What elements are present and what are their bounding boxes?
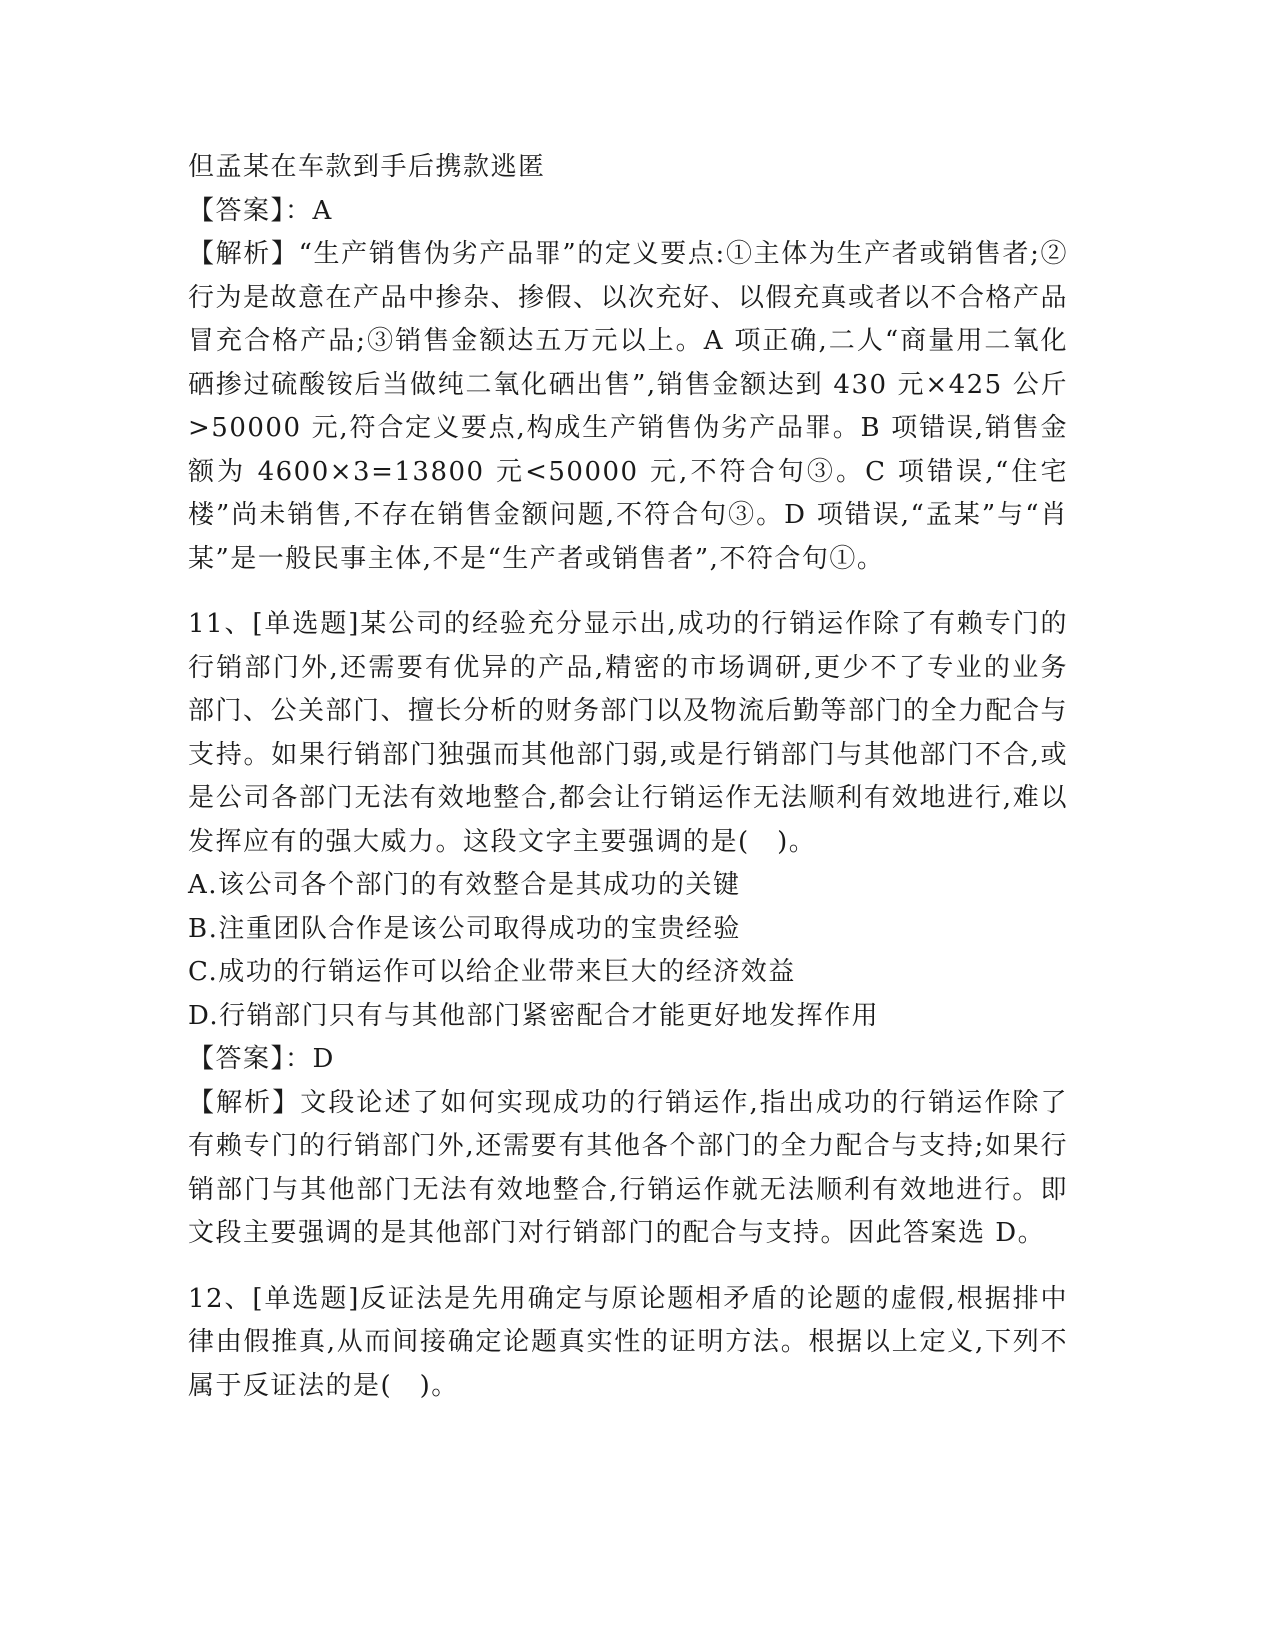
q11-analysis: 【解析】文段论述了如何实现成功的行销运作,指出成功的行销运作除了有赖专门的行销部门外,还需要有其他各个部门的全力配合与支持;如果行销部门与其他部门无法有效地整合,行销运作就无法顺利有效地进行。即文段主要强调的是其他部门对行销部门的配合与支持。因此答案选 D。	[188, 1087, 1068, 1248]
section-gap	[188, 1256, 1068, 1278]
prev-question-tail: 但孟某在车款到手后携款逃匿	[188, 152, 546, 182]
prev-answer: 【答案】：A	[188, 195, 333, 226]
q11-stem: 11、[单选题]某公司的经验充分显示出,成功的行销运作除了有赖专门的行销部门外,还需要有优异的产品,精密的市场调研,更少不了专业的业务部门、公关部门、擅长分析的财务部门以及物流后勤等部门的全力配合与支持。如果行销部门独强而其他部门弱,或是行销部门与其他部门不合,或是公司各部门无法有效地整合,都会让行销运作无法顺利有效地进行,难以发挥应有的强大威力。这段文字主要强调的是( )。	[188, 609, 1069, 857]
q12-stem: 12、[单选题]反证法是先用确定与原论题相矛盾的论题的虚假,根据排中律由假推真,从而间接确定论题真实性的证明方法。根据以上定义,下列不属于反证法的是( )。	[188, 1283, 1068, 1401]
document-content	[188, 146, 1068, 1408]
q11-option-b: B.注重团队合作是该公司取得成功的宝贵经验	[188, 913, 741, 944]
q11-option-a: A.该公司各个部门的有效整合是其成功的关键	[188, 870, 741, 900]
q11-answer: 【答案】：D	[188, 1044, 335, 1074]
prev-analysis: 【解析】“生产销售伪劣产品罪”的定义要点:①主体为生产者或销售者;②行为是故意在产品中掺杂、掺假、以次充好、以假充真或者以不合格产品冒充合格产品;③销售金额达五万元以上。A 项正确,二人“商量用二氧化硒掺过硫酸铵后当做纯二氧化硒出售”,销售金额达到 430 元×425 公斤>50000 元,符合定义要点,构成生产销售伪劣产品罪。B 项错误,销售金额为 4600×3=13800 元<50000 元,不符合句③。C 项错误,“住宅楼”尚未销售,不存在销售金额问题,不符合句③。D 项错误,“孟某”与“肖某”是一般民事主体,不是“生产者或销售者”,不符合句①。	[188, 239, 1069, 574]
q11-option-d: D.行销部门只有与其他部门紧密配合才能更好地发挥作用	[188, 1000, 880, 1031]
q11-option-c: C.成功的行销运作可以给企业带来巨大的经济效益	[188, 957, 796, 987]
section-gap	[188, 581, 1068, 603]
